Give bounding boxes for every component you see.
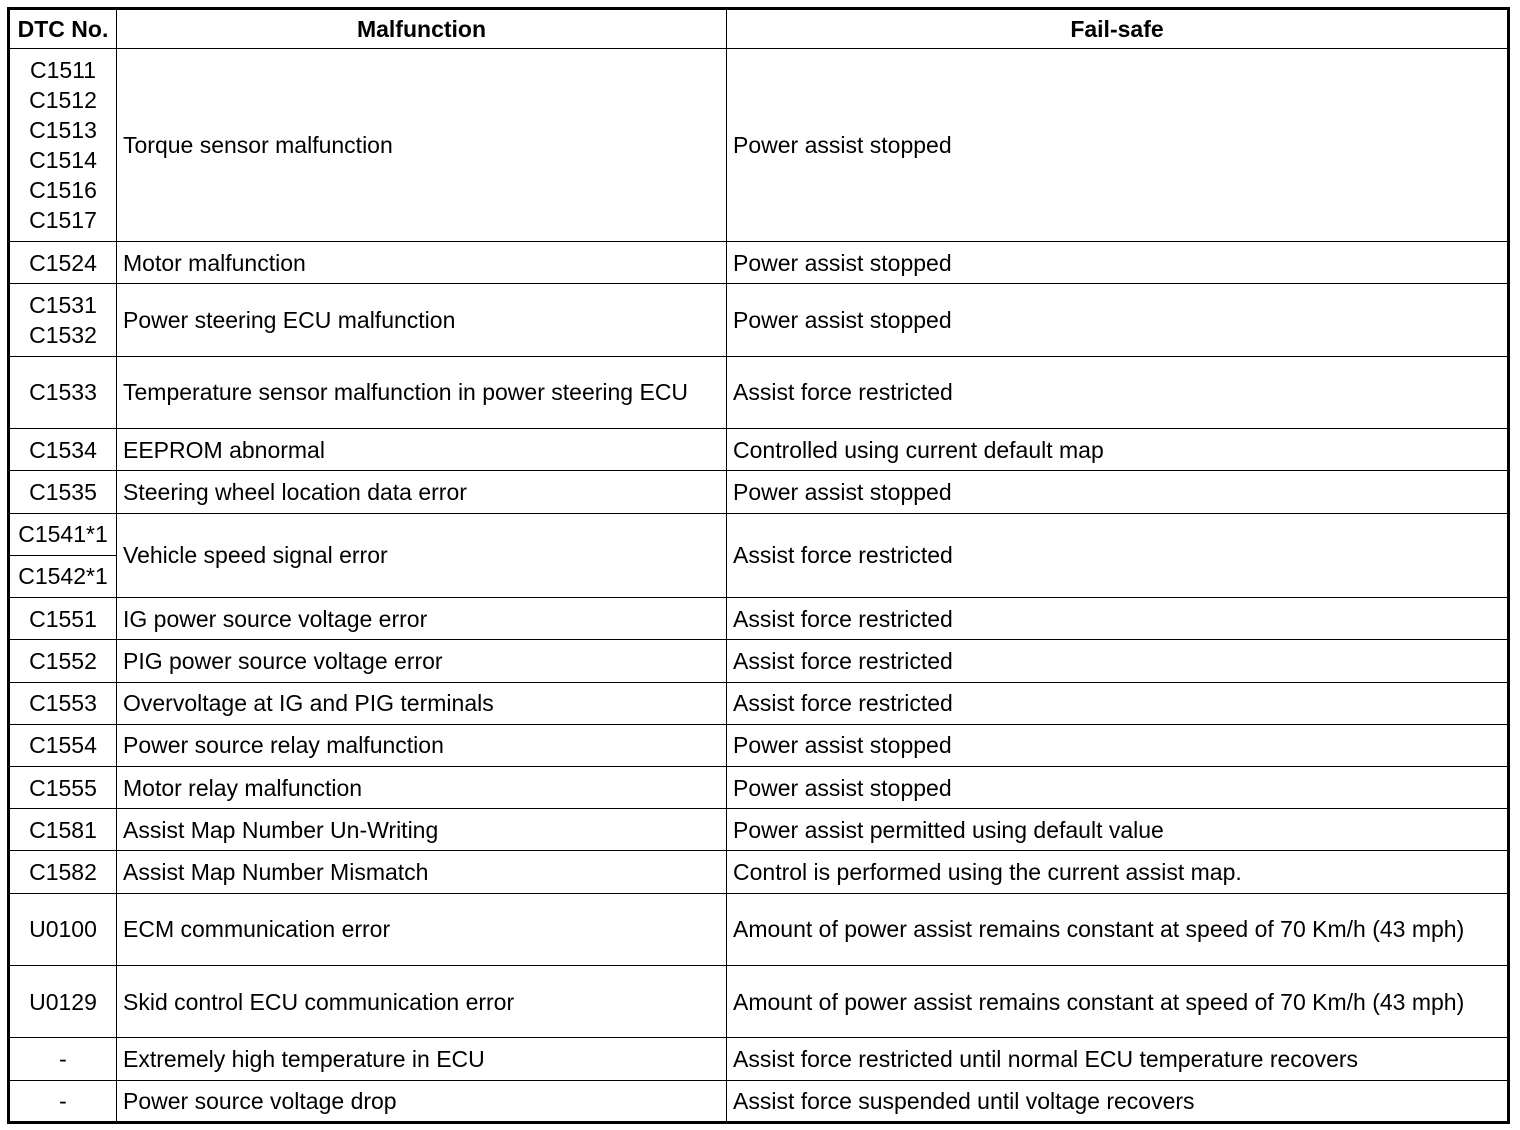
dtc-cell: C1535 bbox=[9, 471, 117, 513]
table-row bbox=[9, 1080, 1509, 1122]
table-row bbox=[9, 598, 1509, 640]
failsafe-cell: Power assist stopped bbox=[727, 724, 1509, 766]
dtc-code: C1514 bbox=[29, 147, 97, 174]
header-dtc: DTC No. bbox=[9, 9, 117, 49]
failsafe-cell: Power assist stopped bbox=[727, 766, 1509, 808]
table-row bbox=[9, 284, 1509, 356]
malfunction-cell: Assist Map Number Un-Writing bbox=[117, 809, 727, 851]
header-row bbox=[9, 9, 1509, 49]
malfunction-cell: ECM communication error bbox=[117, 893, 727, 965]
dtc-cell: C1541*1 bbox=[9, 513, 117, 555]
malfunction-cell: Steering wheel location data error bbox=[117, 471, 727, 513]
table-row bbox=[9, 429, 1509, 471]
dtc-cell: C1542*1 bbox=[9, 555, 117, 597]
dtc-code: C1516 bbox=[29, 177, 97, 204]
malfunction-cell: Extremely high temperature in ECU bbox=[117, 1038, 727, 1080]
table-row bbox=[9, 356, 1509, 428]
dtc-cell: - bbox=[9, 1080, 117, 1122]
dtc-cell: C1533 bbox=[9, 356, 117, 428]
failsafe-cell: Assist force restricted bbox=[727, 640, 1509, 682]
failsafe-cell: Controlled using current default map bbox=[727, 429, 1509, 471]
dtc-failsafe-table bbox=[7, 7, 1510, 1124]
failsafe-cell: Control is performed using the current assist map. bbox=[727, 851, 1509, 893]
failsafe-cell: Amount of power assist remains constant at speed of 70 Km/h (43 mph) bbox=[727, 893, 1509, 965]
dtc-cell: C1524 bbox=[9, 242, 117, 284]
dtc-cell bbox=[9, 284, 117, 356]
table-row bbox=[9, 513, 1509, 555]
dtc-cell: C1554 bbox=[9, 724, 117, 766]
failsafe-cell: Power assist stopped bbox=[727, 49, 1509, 242]
failsafe-cell: Assist force restricted bbox=[727, 356, 1509, 428]
failsafe-cell: Assist force restricted bbox=[727, 682, 1509, 724]
table-row bbox=[9, 851, 1509, 893]
dtc-code: C1513 bbox=[29, 117, 97, 144]
malfunction-cell: Power source voltage drop bbox=[117, 1080, 727, 1122]
failsafe-cell: Assist force suspended until voltage recovers bbox=[727, 1080, 1509, 1122]
header-malfunction: Malfunction bbox=[117, 9, 727, 49]
table-row bbox=[9, 893, 1509, 965]
table-row bbox=[9, 1038, 1509, 1080]
dtc-code: C1531 bbox=[29, 292, 97, 318]
table-row bbox=[9, 682, 1509, 724]
malfunction-cell: PIG power source voltage error bbox=[117, 640, 727, 682]
malfunction-cell: Power steering ECU malfunction bbox=[117, 284, 727, 356]
malfunction-cell: Overvoltage at IG and PIG terminals bbox=[117, 682, 727, 724]
dtc-cell: C1555 bbox=[9, 766, 117, 808]
dtc-cell: C1553 bbox=[9, 682, 117, 724]
failsafe-cell: Power assist stopped bbox=[727, 284, 1509, 356]
failsafe-cell: Power assist stopped bbox=[727, 242, 1509, 284]
malfunction-cell: Skid control ECU communication error bbox=[117, 966, 727, 1038]
table-row bbox=[9, 724, 1509, 766]
dtc-code: C1512 bbox=[29, 87, 97, 114]
malfunction-cell: Power source relay malfunction bbox=[117, 724, 727, 766]
dtc-cell bbox=[9, 49, 117, 242]
failsafe-cell: Assist force restricted bbox=[727, 598, 1509, 640]
malfunction-cell: Vehicle speed signal error bbox=[117, 513, 727, 597]
malfunction-cell: Temperature sensor malfunction in power steering ECU bbox=[117, 356, 727, 428]
dtc-cell: - bbox=[9, 1038, 117, 1080]
dtc-cell: C1551 bbox=[9, 598, 117, 640]
table-row bbox=[9, 640, 1509, 682]
dtc-cell: U0100 bbox=[9, 893, 117, 965]
failsafe-cell: Power assist stopped bbox=[727, 471, 1509, 513]
table-row bbox=[9, 966, 1509, 1038]
failsafe-cell: Assist force restricted until normal ECU temperature recovers bbox=[727, 1038, 1509, 1080]
table-row bbox=[9, 49, 1509, 242]
malfunction-cell: IG power source voltage error bbox=[117, 598, 727, 640]
failsafe-cell: Power assist permitted using default value bbox=[727, 809, 1509, 851]
failsafe-cell: Amount of power assist remains constant at speed of 70 Km/h (43 mph) bbox=[727, 966, 1509, 1038]
dtc-code: C1532 bbox=[29, 322, 97, 348]
dtc-cell: C1552 bbox=[9, 640, 117, 682]
dtc-code: C1517 bbox=[29, 207, 97, 234]
table-row bbox=[9, 471, 1509, 513]
dtc-cell: U0129 bbox=[9, 966, 117, 1038]
table-row bbox=[9, 766, 1509, 808]
dtc-cell: C1534 bbox=[9, 429, 117, 471]
table-row bbox=[9, 242, 1509, 284]
header-failsafe: Fail-safe bbox=[727, 9, 1509, 49]
failsafe-cell: Assist force restricted bbox=[727, 513, 1509, 597]
dtc-cell: C1581 bbox=[9, 809, 117, 851]
malfunction-cell: EEPROM abnormal bbox=[117, 429, 727, 471]
malfunction-cell: Torque sensor malfunction bbox=[117, 49, 727, 242]
table-row bbox=[9, 809, 1509, 851]
dtc-cell: C1582 bbox=[9, 851, 117, 893]
malfunction-cell: Motor malfunction bbox=[117, 242, 727, 284]
malfunction-cell: Assist Map Number Mismatch bbox=[117, 851, 727, 893]
malfunction-cell: Motor relay malfunction bbox=[117, 766, 727, 808]
dtc-code: C1511 bbox=[29, 57, 97, 84]
